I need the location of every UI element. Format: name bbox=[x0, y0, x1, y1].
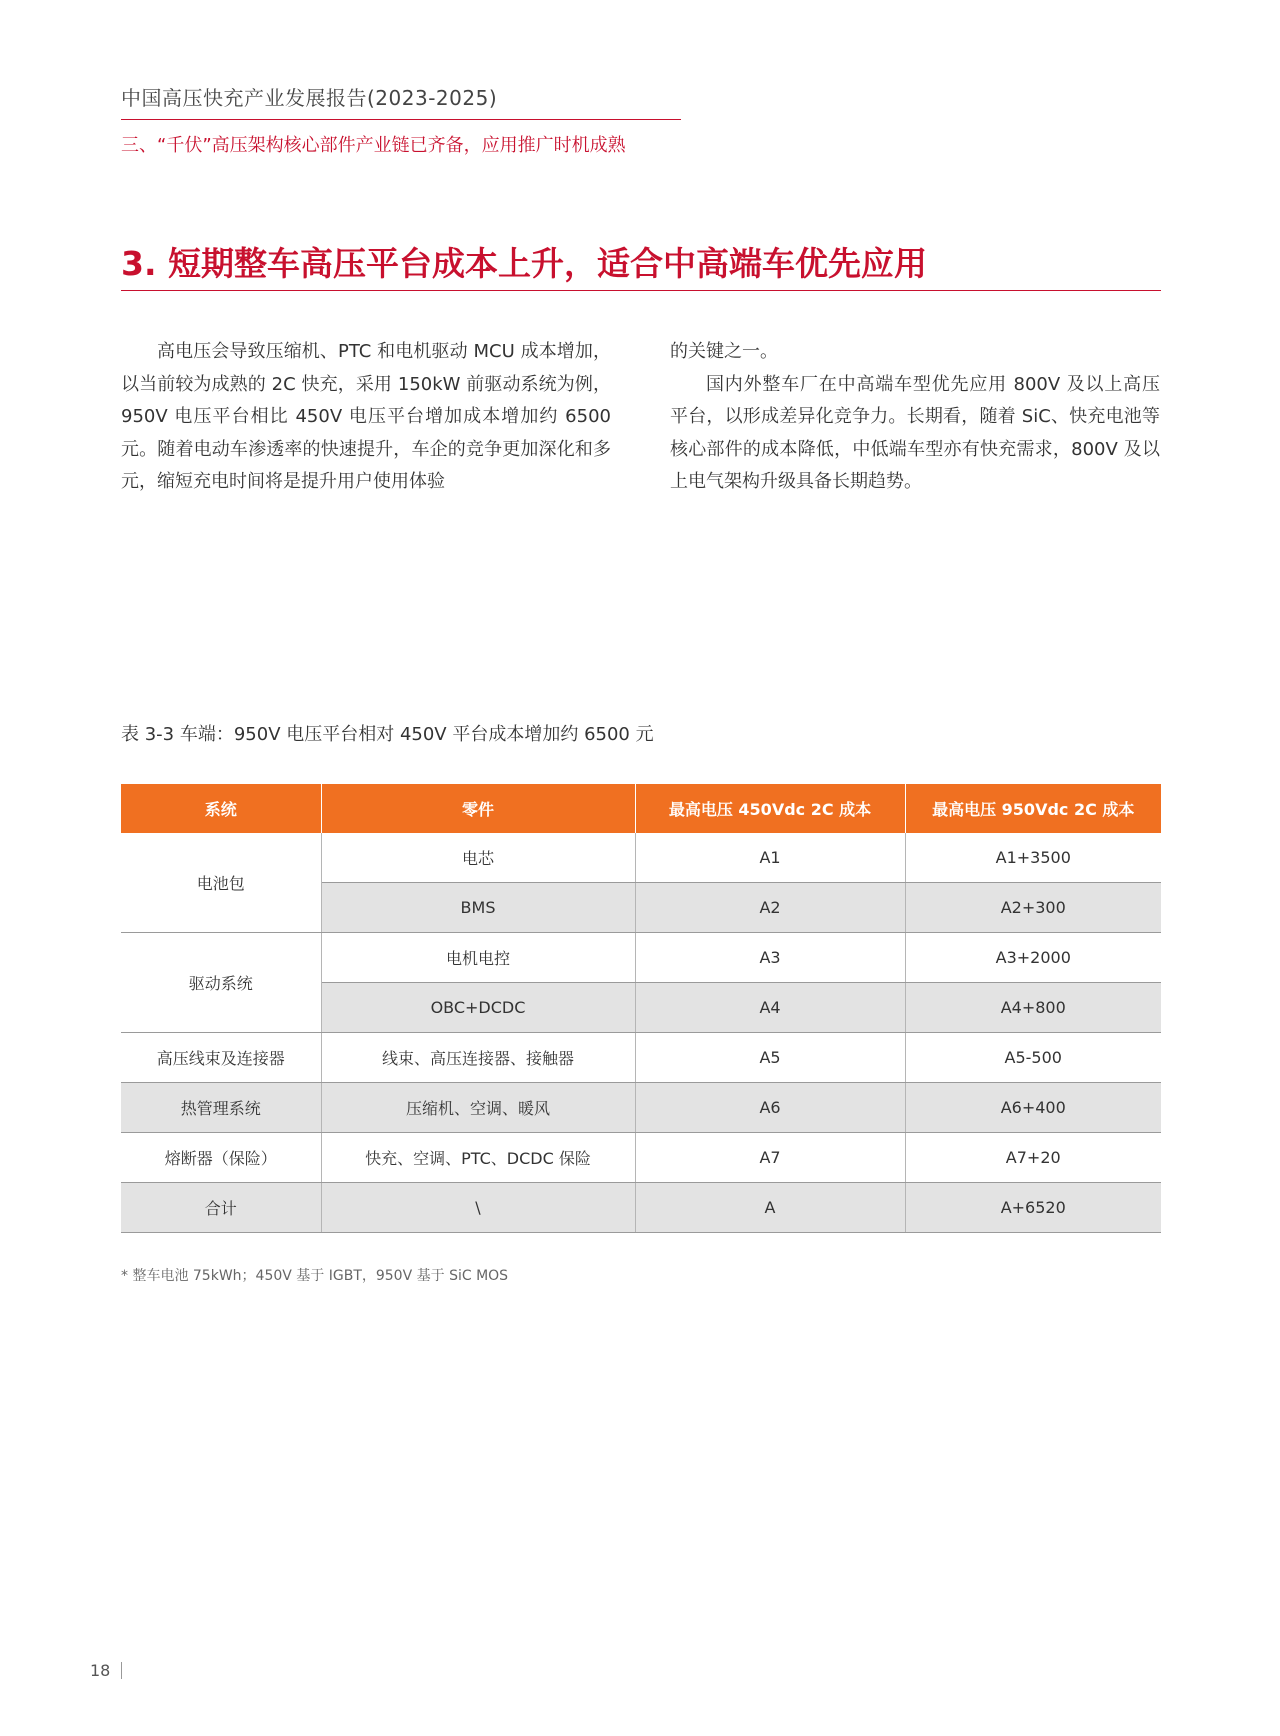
table-header-row bbox=[121, 784, 1161, 833]
table-cell-cost-950: A5-500 bbox=[905, 1033, 1161, 1083]
table-cell-cost-450: A bbox=[635, 1183, 905, 1233]
report-title: 中国高压快充产业发展报告(2023-2025) bbox=[121, 86, 498, 110]
body-paragraph-left: 高电压会导致压缩机、PTC 和电机驱动 MCU 成本增加，以当前较为成熟的 2C 快充，采用 150kW 前驱动系统为例，950V 电压平台相比 450V 电压平台增加成本增加约 6500 元。随着电动车渗透率的快速提升，车企的竞争更加深化和多元，缩短充电时间将是提升用户使用体验 bbox=[121, 341, 611, 492]
table-cell-cost-450: A5 bbox=[635, 1033, 905, 1083]
table-row bbox=[121, 933, 1161, 983]
chapter-title: 三、“千伏”高压架构核心部件产业链已齐备，应用推广时机成熟 bbox=[121, 135, 626, 156]
table-cell-system: 电池包 bbox=[121, 833, 321, 933]
table-row-total bbox=[121, 1183, 1161, 1233]
table-cell-system: 合计 bbox=[121, 1183, 321, 1233]
table-cell-system: 驱动系统 bbox=[121, 933, 321, 1033]
table-cell-cost-950: A+6520 bbox=[905, 1183, 1161, 1233]
table-footnote: * 整车电池 75kWh；450V 基于 IGBT，950V 基于 SiC MOS bbox=[121, 1268, 509, 1284]
table-cell-part: OBC+DCDC bbox=[321, 983, 635, 1033]
body-column-left bbox=[121, 336, 611, 499]
table-cell-cost-450: A3 bbox=[635, 933, 905, 983]
table-cell-part: \ bbox=[321, 1183, 635, 1233]
table-cell-system: 熔断器（保险） bbox=[121, 1133, 321, 1183]
table-cell-part: 快充、空调、PTC、DCDC 保险 bbox=[321, 1133, 635, 1183]
table-row bbox=[121, 1033, 1161, 1083]
table-header-cost-450: 最高电压 450Vdc 2C 成本 bbox=[635, 784, 905, 833]
cost-table-container bbox=[121, 784, 1161, 1233]
table-cell-cost-450: A6 bbox=[635, 1083, 905, 1133]
table-row bbox=[121, 1083, 1161, 1133]
table-cell-cost-450: A1 bbox=[635, 833, 905, 883]
table-cell-cost-950: A1+3500 bbox=[905, 833, 1161, 883]
body-paragraph-continuation: 的关键之一。 bbox=[670, 341, 778, 362]
table-cell-cost-950: A6+400 bbox=[905, 1083, 1161, 1133]
section-title: 3. 短期整车高压平台成本上升，适合中高端车优先应用 bbox=[121, 244, 927, 283]
table-cell-cost-450: A2 bbox=[635, 883, 905, 933]
table-cell-cost-950: A3+2000 bbox=[905, 933, 1161, 983]
page-number: 18 bbox=[90, 1661, 111, 1680]
table-cell-cost-950: A2+300 bbox=[905, 883, 1161, 933]
table-header-system: 系统 bbox=[121, 784, 321, 833]
table-header-part: 零件 bbox=[321, 784, 635, 833]
section-divider bbox=[121, 290, 1161, 291]
body-column-right bbox=[670, 336, 1160, 499]
table-cell-part: 压缩机、空调、暖风 bbox=[321, 1083, 635, 1133]
table-cell-cost-450: A4 bbox=[635, 983, 905, 1033]
table-row bbox=[121, 833, 1161, 883]
header-divider bbox=[121, 119, 681, 120]
table-cell-cost-950: A7+20 bbox=[905, 1133, 1161, 1183]
cost-table bbox=[121, 784, 1161, 1233]
table-cell-part: BMS bbox=[321, 883, 635, 933]
table-cell-system: 热管理系统 bbox=[121, 1083, 321, 1133]
table-cell-part: 线束、高压连接器、接触器 bbox=[321, 1033, 635, 1083]
page-number-divider bbox=[121, 1662, 122, 1679]
body-paragraph-right: 国内外整车厂在中高端车型优先应用 800V 及以上高压平台，以形成差异化竞争力。长期看，随着 SiC、快充电池等核心部件的成本降低，中低端车型亦有快充需求，800V 及以上电气架构升级具备长期趋势。 bbox=[670, 373, 1160, 492]
table-cell-part: 电芯 bbox=[321, 833, 635, 883]
table-cell-cost-950: A4+800 bbox=[905, 983, 1161, 1033]
table-caption: 表 3-3 车端：950V 电压平台相对 450V 平台成本增加约 6500 元 bbox=[121, 724, 654, 745]
table-header-cost-950: 最高电压 950Vdc 2C 成本 bbox=[905, 784, 1161, 833]
table-cell-part: 电机电控 bbox=[321, 933, 635, 983]
table-cell-system: 高压线束及连接器 bbox=[121, 1033, 321, 1083]
table-row bbox=[121, 1133, 1161, 1183]
table-cell-cost-450: A7 bbox=[635, 1133, 905, 1183]
